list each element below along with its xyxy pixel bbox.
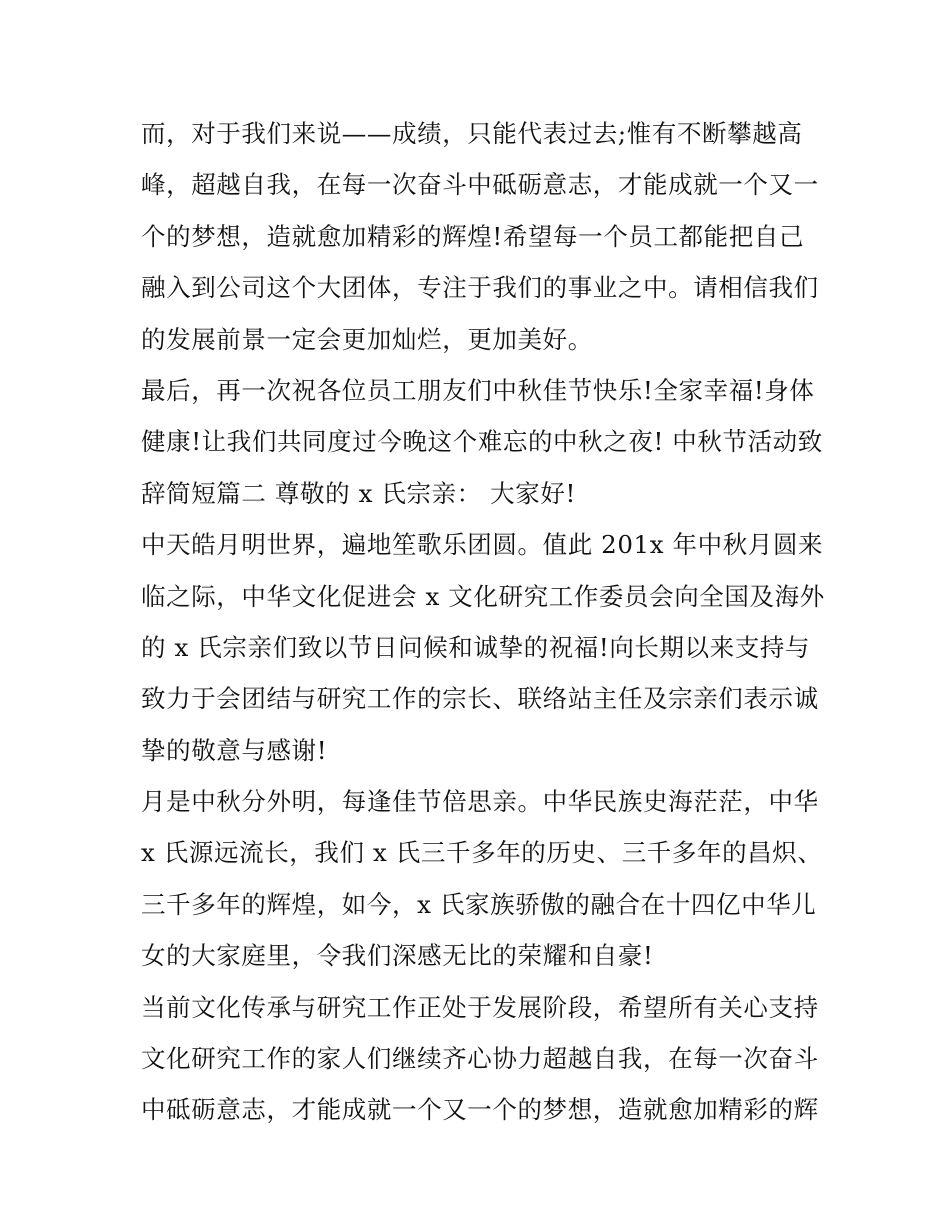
text-line: 月是中秋分外明，每逢佳节倍思亲。中华民族史海茫茫，中华 (141, 787, 819, 817)
text-line: 三千多年的辉煌，如今，x 氏家族骄傲的融合在十四亿中华儿 (141, 889, 817, 919)
text-line: 最后，再一次祝各位员工朋友们中秋佳节快乐!全家幸福!身体 (141, 375, 815, 405)
text-line: 中砥砺意志，才能成就一个又一个的梦想，造就愈加精彩的辉 (141, 1095, 819, 1125)
text-line: 中天皓月明世界，遍地笙歌乐团圆。值此 201x 年中秋月圆来 (141, 530, 824, 560)
text-line: 文化研究工作的家人们继续齐心协力超越自我，在每一次奋斗 (141, 1044, 819, 1074)
text-line: 致力于会团结与研究工作的宗长、联络站主任及宗亲们表示诚 (141, 684, 819, 714)
text-line: x 氏源远流长，我们 x 氏三千多年的历史、三千多年的昌炽、 (141, 838, 823, 868)
text-line: 健康!让我们共同度过今晚这个难忘的中秋之夜! 中秋节活动致 (141, 427, 823, 457)
text-line: 而，对于我们来说——成绩，只能代表过去;惟有不断攀越高 (141, 119, 803, 148)
text-line: 融入到公司这个大团体，专注于我们的事业之中。请相信我们 (141, 273, 819, 303)
text-line: 辞简短篇二 尊敬的 x 氏宗亲： 大家好! (141, 478, 576, 508)
text-line: 的 x 氏宗亲们致以节日问候和诚挚的祝福!向长期以来支持与 (141, 632, 811, 662)
text-line: 个的梦想，造就愈加精彩的辉煌!希望每一个员工都能把自己 (141, 221, 805, 251)
document-body (141, 108, 825, 1136)
text-line: 当前文化传承与研究工作正处于发展阶段，希望所有关心支持 (141, 992, 819, 1022)
text-line: 挚的敬意与感谢! (141, 735, 328, 765)
text-line: 峰，超越自我，在每一次奋斗中砥砺意志，才能成就一个又一 (141, 170, 819, 200)
text-line: 女的大家庭里，令我们深感无比的荣耀和自豪! (141, 941, 654, 971)
text-line: 的发展前景一定会更加灿烂，更加美好。 (141, 324, 593, 354)
text-line: 临之际，中华文化促进会 x 文化研究工作委员会向全国及海外 (141, 581, 825, 611)
